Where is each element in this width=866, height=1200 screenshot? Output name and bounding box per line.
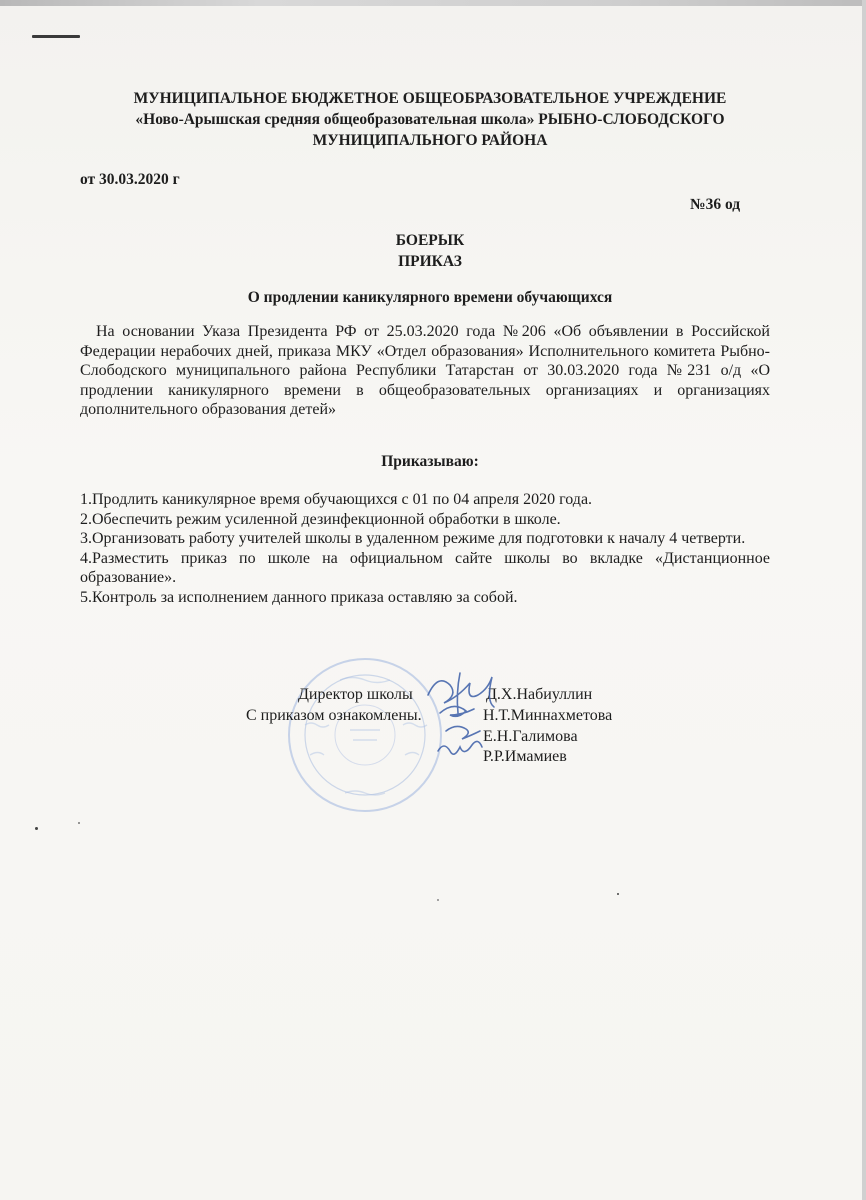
title-tatar: БОЕРЫК xyxy=(395,232,465,249)
order-item: 1.Продлить каникулярное время обучающихся с 01 по 04 апреля 2020 года. xyxy=(80,491,593,508)
order-heading: Приказываю: xyxy=(381,453,479,470)
header-line-3: МУНИЦИПАЛЬНОГО РАЙОНА xyxy=(312,132,548,149)
scan-edge-right xyxy=(862,0,866,1200)
signatory-name: Е.Н.Галимова xyxy=(483,728,578,745)
order-item: 3.Организовать работу учителей школы в удаленном режиме для подготовки к началу 4 четверти. xyxy=(80,530,746,547)
scan-speck xyxy=(617,893,619,895)
order-date: от 30.03.2020 г xyxy=(80,171,180,188)
signatory-name: Н.Т.Миннахметова xyxy=(483,707,613,724)
signatory-name: Р.Р.Имамиев xyxy=(483,748,567,765)
order-item: 4.Разместить приказ по школе на официальном сайте школы во вкладке «Дистанционное образование». xyxy=(80,549,770,586)
order-basis-paragraph: На основании Указа Президента РФ от 25.03.2020 года №206 «Об объявлении в Российской Федерации нерабочих дней, приказа МКУ «Отдел образования» Исполнительного комитета Рыбно-Слободского муниципального района Республики Татарстан от 30.03.2020 года №231 о/д «О продлении каникулярного времени в общеобразовательных организациях и организациях дополнительного образования детей» xyxy=(80,323,770,418)
scan-speck xyxy=(35,827,38,830)
order-number: №36 од xyxy=(690,196,741,213)
scan-mark xyxy=(32,35,80,38)
header-line-2: «Ново-Арышская средняя общеобразовательная школа» РЫБНО-СЛОБОДСКОГО xyxy=(135,111,725,128)
title-russian: ПРИКАЗ xyxy=(398,253,462,270)
document-title xyxy=(230,230,630,272)
header-line-1: МУНИЦИПАЛЬНОЕ БЮДЖЕТНОЕ ОБЩЕОБРАЗОВАТЕЛЬНОЕ УЧРЕЖДЕНИЕ xyxy=(133,90,727,107)
order-items xyxy=(80,490,770,607)
director-name: Д.Х.Набиуллин xyxy=(486,686,593,703)
scan-speck xyxy=(78,822,80,824)
order-item: 2.Обеспечить режим усиленной дезинфекционной обработки в школе. xyxy=(80,510,561,528)
director-label: Директор школы xyxy=(298,686,413,703)
scan-edge-top xyxy=(0,0,866,6)
institution-header xyxy=(80,88,780,151)
handwritten-signatures xyxy=(420,665,500,775)
scan-speck xyxy=(437,899,439,901)
order-subject: О продлении каникулярного времени обучающихся xyxy=(247,289,613,306)
acquainted-label: С приказом ознакомлены. xyxy=(246,707,422,724)
order-item: 5.Контроль за исполнением данного приказа оставляю за собой. xyxy=(80,588,518,606)
